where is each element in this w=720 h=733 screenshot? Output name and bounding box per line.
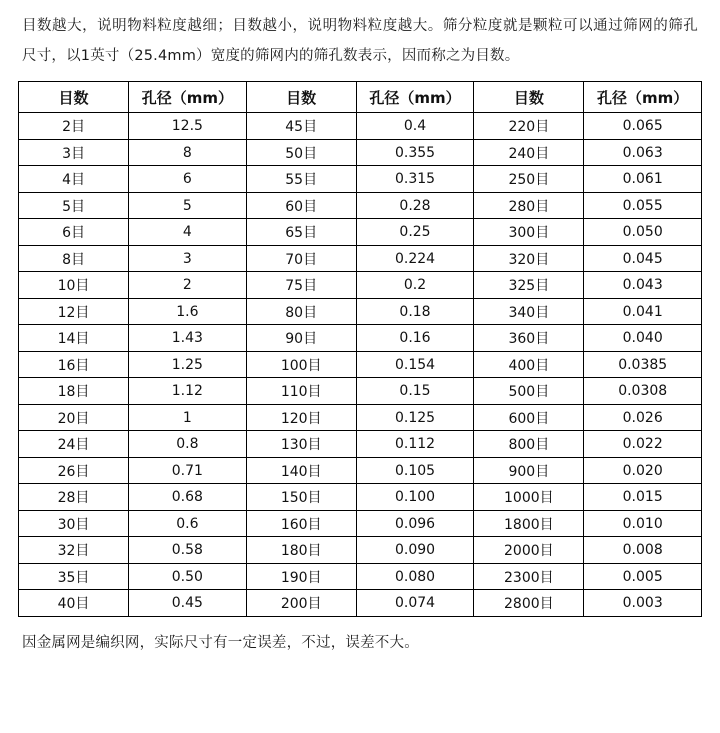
cell-aperture: 1.25 <box>129 351 247 378</box>
cell-aperture: 0.045 <box>584 245 702 272</box>
intro-paragraph <box>0 0 720 71</box>
cell-mesh: 70目 <box>246 245 356 272</box>
cell-mesh: 16目 <box>19 351 129 378</box>
cell-aperture: 0.45 <box>129 590 247 617</box>
cell-aperture: 0.105 <box>356 457 474 484</box>
cell-aperture: 12.5 <box>129 113 247 140</box>
cell-aperture: 1.43 <box>129 325 247 352</box>
cell-mesh: 35目 <box>19 563 129 590</box>
cell-mesh: 60目 <box>246 192 356 219</box>
cell-mesh: 45目 <box>246 113 356 140</box>
cell-aperture: 0.16 <box>356 325 474 352</box>
cell-mesh: 2000目 <box>474 537 584 564</box>
table-row <box>19 404 702 431</box>
cell-aperture: 0.008 <box>584 537 702 564</box>
footnote-text: 因金属网是编织网，实际尺寸有一定误差，不过，误差不大。 <box>22 634 419 651</box>
column-header-aperture-2: 孔径（mm） <box>356 82 474 113</box>
mesh-table-container <box>0 71 720 617</box>
cell-aperture: 0.020 <box>584 457 702 484</box>
table-row <box>19 325 702 352</box>
cell-mesh: 800目 <box>474 431 584 458</box>
cell-aperture: 5 <box>129 192 247 219</box>
table-row <box>19 272 702 299</box>
table-row <box>19 590 702 617</box>
footnote <box>0 617 720 652</box>
cell-aperture: 0.15 <box>356 378 474 405</box>
cell-aperture: 0.315 <box>356 166 474 193</box>
intro-text: 目数越大，说明物料粒度越细；目数越小，说明物料粒度越大。筛分粒度就是颗粒可以通过筛网的筛孔尺寸，以1英寸（25.4mm）宽度的筛网内的筛孔数表示，因而称之为目数。 <box>22 18 698 64</box>
cell-aperture: 0.061 <box>584 166 702 193</box>
table-row <box>19 139 702 166</box>
cell-mesh: 30目 <box>19 510 129 537</box>
cell-mesh: 250目 <box>474 166 584 193</box>
cell-mesh: 6目 <box>19 219 129 246</box>
cell-aperture: 4 <box>129 219 247 246</box>
cell-aperture: 0.065 <box>584 113 702 140</box>
cell-mesh: 90目 <box>246 325 356 352</box>
cell-mesh: 20目 <box>19 404 129 431</box>
cell-mesh: 14目 <box>19 325 129 352</box>
cell-mesh: 28目 <box>19 484 129 511</box>
table-row <box>19 431 702 458</box>
cell-mesh: 400目 <box>474 351 584 378</box>
table-row <box>19 351 702 378</box>
cell-aperture: 1 <box>129 404 247 431</box>
cell-aperture: 0.6 <box>129 510 247 537</box>
cell-mesh: 2300目 <box>474 563 584 590</box>
column-header-mesh-3: 目数 <box>474 82 584 113</box>
cell-mesh: 325目 <box>474 272 584 299</box>
cell-aperture: 0.022 <box>584 431 702 458</box>
cell-aperture: 0.4 <box>356 113 474 140</box>
cell-mesh: 12目 <box>19 298 129 325</box>
cell-mesh: 130目 <box>246 431 356 458</box>
cell-mesh: 32目 <box>19 537 129 564</box>
cell-aperture: 0.355 <box>356 139 474 166</box>
table-row <box>19 219 702 246</box>
cell-aperture: 0.28 <box>356 192 474 219</box>
cell-mesh: 2800目 <box>474 590 584 617</box>
table-row <box>19 378 702 405</box>
cell-aperture: 8 <box>129 139 247 166</box>
cell-mesh: 240目 <box>474 139 584 166</box>
cell-mesh: 280目 <box>474 192 584 219</box>
cell-mesh: 110目 <box>246 378 356 405</box>
cell-mesh: 320目 <box>474 245 584 272</box>
cell-aperture: 0.096 <box>356 510 474 537</box>
table-row <box>19 484 702 511</box>
table-row <box>19 510 702 537</box>
cell-mesh: 150目 <box>246 484 356 511</box>
cell-aperture: 0.041 <box>584 298 702 325</box>
cell-mesh: 1800目 <box>474 510 584 537</box>
cell-mesh: 5目 <box>19 192 129 219</box>
cell-aperture: 0.010 <box>584 510 702 537</box>
cell-aperture: 0.125 <box>356 404 474 431</box>
cell-aperture: 1.12 <box>129 378 247 405</box>
cell-aperture: 0.055 <box>584 192 702 219</box>
cell-aperture: 0.18 <box>356 298 474 325</box>
cell-mesh: 55目 <box>246 166 356 193</box>
cell-mesh: 100目 <box>246 351 356 378</box>
cell-aperture: 0.100 <box>356 484 474 511</box>
table-header-row <box>19 82 702 113</box>
cell-aperture: 0.50 <box>129 563 247 590</box>
cell-aperture: 0.112 <box>356 431 474 458</box>
column-header-aperture-3: 孔径（mm） <box>584 82 702 113</box>
cell-aperture: 0.040 <box>584 325 702 352</box>
cell-aperture: 0.8 <box>129 431 247 458</box>
cell-mesh: 220目 <box>474 113 584 140</box>
table-row <box>19 298 702 325</box>
table-row <box>19 563 702 590</box>
cell-aperture: 0.0385 <box>584 351 702 378</box>
mesh-size-table <box>18 81 702 617</box>
cell-mesh: 4目 <box>19 166 129 193</box>
cell-mesh: 18目 <box>19 378 129 405</box>
cell-mesh: 500目 <box>474 378 584 405</box>
cell-aperture: 0.154 <box>356 351 474 378</box>
cell-aperture: 0.026 <box>584 404 702 431</box>
cell-mesh: 600目 <box>474 404 584 431</box>
cell-aperture: 3 <box>129 245 247 272</box>
cell-aperture: 0.2 <box>356 272 474 299</box>
cell-mesh: 300目 <box>474 219 584 246</box>
cell-aperture: 0.050 <box>584 219 702 246</box>
cell-mesh: 160目 <box>246 510 356 537</box>
table-row <box>19 457 702 484</box>
cell-mesh: 26目 <box>19 457 129 484</box>
cell-aperture: 0.0308 <box>584 378 702 405</box>
cell-mesh: 24目 <box>19 431 129 458</box>
cell-mesh: 340目 <box>474 298 584 325</box>
cell-mesh: 2目 <box>19 113 129 140</box>
cell-aperture: 0.063 <box>584 139 702 166</box>
cell-mesh: 200目 <box>246 590 356 617</box>
cell-mesh: 50目 <box>246 139 356 166</box>
cell-mesh: 190目 <box>246 563 356 590</box>
cell-aperture: 6 <box>129 166 247 193</box>
cell-aperture: 0.005 <box>584 563 702 590</box>
cell-aperture: 0.224 <box>356 245 474 272</box>
table-header <box>19 82 702 113</box>
table-body <box>19 113 702 617</box>
cell-mesh: 40目 <box>19 590 129 617</box>
cell-mesh: 65目 <box>246 219 356 246</box>
cell-mesh: 75目 <box>246 272 356 299</box>
cell-aperture: 0.074 <box>356 590 474 617</box>
cell-aperture: 0.58 <box>129 537 247 564</box>
cell-aperture: 0.003 <box>584 590 702 617</box>
cell-mesh: 360目 <box>474 325 584 352</box>
cell-aperture: 0.043 <box>584 272 702 299</box>
cell-mesh: 900目 <box>474 457 584 484</box>
cell-aperture: 0.080 <box>356 563 474 590</box>
cell-aperture: 0.71 <box>129 457 247 484</box>
table-row <box>19 537 702 564</box>
table-row <box>19 113 702 140</box>
cell-mesh: 10目 <box>19 272 129 299</box>
cell-aperture: 0.015 <box>584 484 702 511</box>
cell-aperture: 1.6 <box>129 298 247 325</box>
cell-aperture: 2 <box>129 272 247 299</box>
table-row <box>19 245 702 272</box>
column-header-aperture-1: 孔径（mm） <box>129 82 247 113</box>
cell-mesh: 80目 <box>246 298 356 325</box>
cell-mesh: 3目 <box>19 139 129 166</box>
cell-aperture: 0.25 <box>356 219 474 246</box>
cell-mesh: 140目 <box>246 457 356 484</box>
table-row <box>19 192 702 219</box>
cell-mesh: 120目 <box>246 404 356 431</box>
cell-mesh: 8目 <box>19 245 129 272</box>
cell-aperture: 0.68 <box>129 484 247 511</box>
table-row <box>19 166 702 193</box>
column-header-mesh-2: 目数 <box>246 82 356 113</box>
cell-aperture: 0.090 <box>356 537 474 564</box>
cell-mesh: 180目 <box>246 537 356 564</box>
column-header-mesh-1: 目数 <box>19 82 129 113</box>
cell-mesh: 1000目 <box>474 484 584 511</box>
